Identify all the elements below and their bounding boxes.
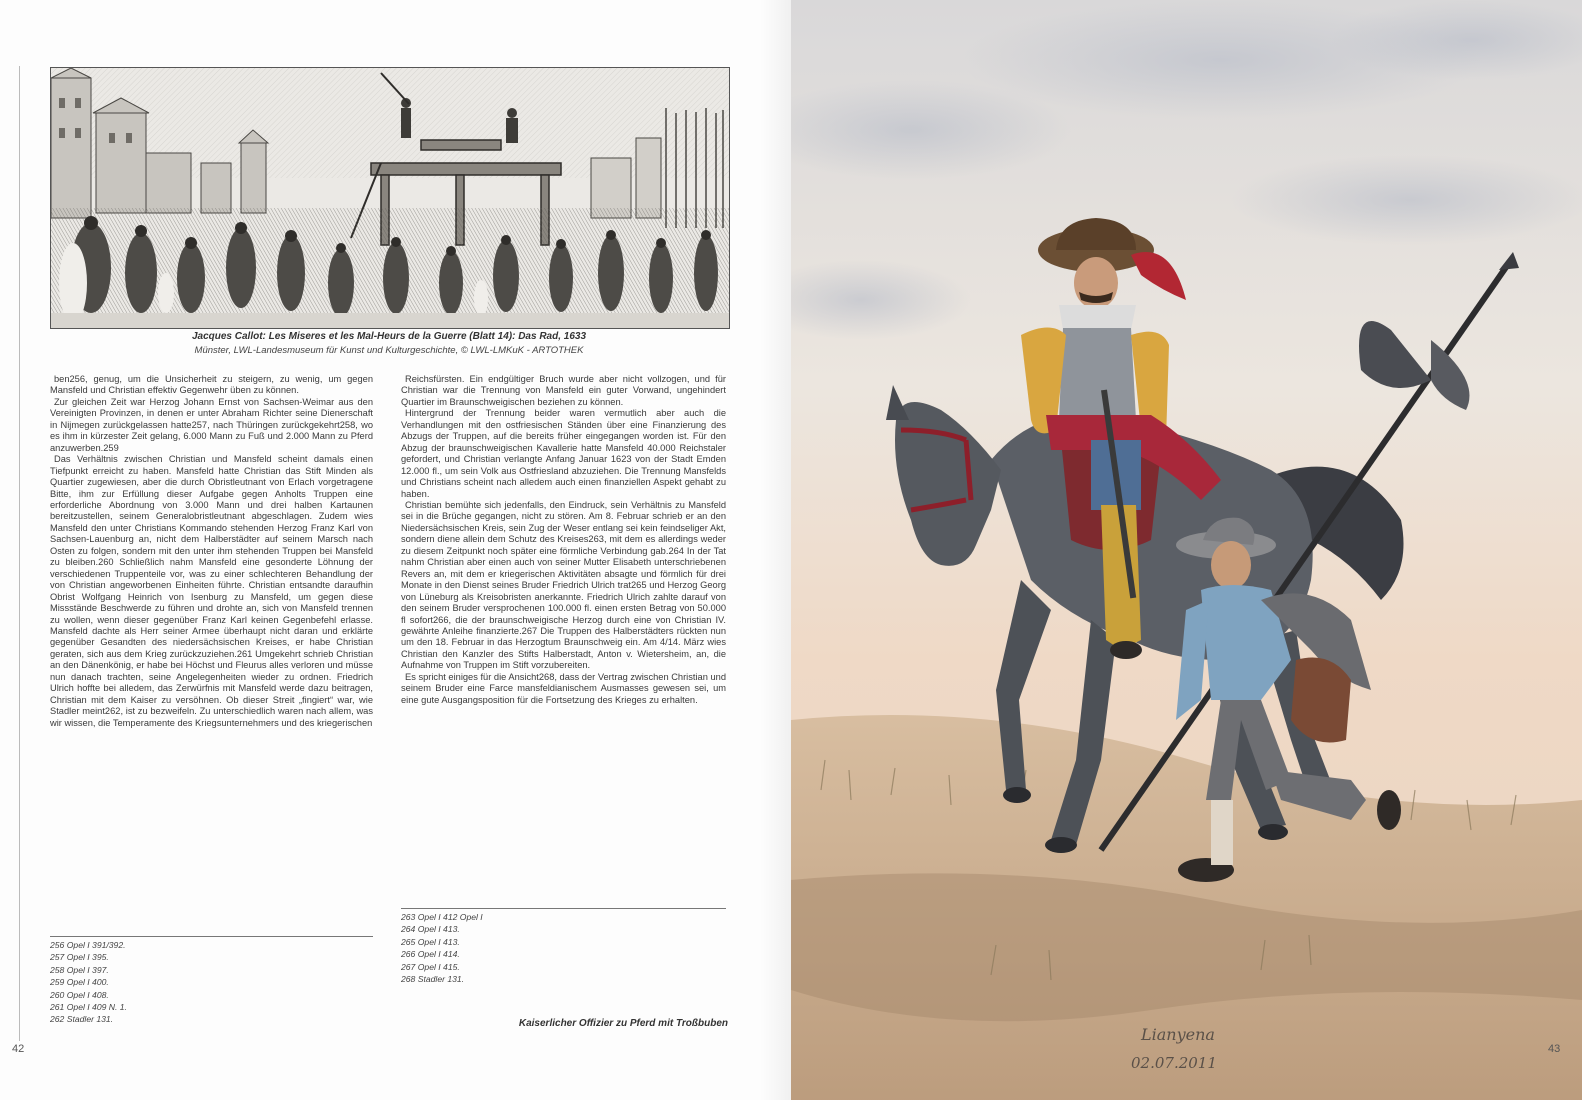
footnote-divider bbox=[401, 908, 726, 909]
footnote: 263 Opel I 412 Opel I bbox=[401, 912, 483, 922]
footnote: 267 Opel I 415. bbox=[401, 961, 460, 972]
paragraph: ben256, genug, um die Unsicherheit zu steigern, zu wenig, um gegen Mansfeld und Christian effektiv Gegenwehr üben zu können. bbox=[50, 374, 373, 396]
footnote: 262 Stadler 131. bbox=[50, 1014, 114, 1025]
page-number-right: 43 bbox=[1548, 1043, 1561, 1055]
page-number-left: 42 bbox=[12, 1043, 25, 1055]
margin-rule bbox=[19, 66, 20, 1041]
footnote: 256 Opel I 391/392. bbox=[50, 940, 126, 950]
paragraph: Das Verhältnis zwischen Christian und Mansfeld scheint damals einen Tiefpunkt erreicht zu haben. Mansfeld hatte Christian das Stift Minden als Quartier zugewiesen, aber die durch Obristleutnant von Erlach vorgetragene Bitte, ihm zur Erfüllung dieser Aufgabe gegen Anholts Truppen eine erforderliche Abordnung von 3.000 Mann und drei halben Kartaunen bereitzustellen, seinem Generalobristleutnant abgeschlagen. Zudem wies Mansfeld den unter Christians Kommando stehenden Herzog Franz Karl von Sachsen-Lauenburg an, nicht dem Halberstädter auf seinem Marsch nach Osten zu folgen, sondern mit den unter ihm stehenden Truppen bei Mansfeld zu bleiben.260 Schließlich nahm Mansfeld eine gesonderte Löhnung der verschiedenen Truppenteile vor, was zu einer schlechteren Behandlung der von Christian angeworbenen Einheiten führte. Christian entsandte daraufhin Obrist Wolfgang Heinrich von Isenburg zu Mansfeld, um gegen diese Missstände Beschwerde zu führen und drohte an, sich von Mansfeld trennen zu wollen, wenn dieser gegenüber Franz Karl keinen Gegenbefehl erlasse. Mansfeld dachte als Herr seiner Armee überhaupt nicht daran und erklärte gegenüber Gesandten des niedersächsischen Kreises, er habe Christian geraten, sich aus dem Krieg zurückzuziehen.261 Umgekehrt schrieb Christian an den Dänenkönig, er habe bei Höchst und Fleurus alles verloren und müsse nun danach trachten, seine Angelegenheiten wieder zu ordnen. Friedrich Ulrich hoffte bei alledem, das Zerwürfnis mit Mansfeld werde dazu beitragen, Christian mit dem Kaiser zu versöhnen. Ob dieser Streit „fingiert“ war, wie Stadler meint262, ist zu bezweifeln. Zu unterschiedlich waren nach allem, was wir wissen, die Temperamente des Kriegsunternehmers und des kriegerischen bbox=[50, 454, 373, 728]
paragraph: Christian bemühte sich jedenfalls, den Eindruck, sein Verhältnis zu Mansfeld sei in die Brüche gegangen, nicht zu stören. Am 8. Februar schrieb er an den Niedersächsischen Kreis, sein Zug der Weser entlang sei kein feindseliger Akt, sondern diene allein dem Schutz des Kreises263, mit dem es allerdings weder zu diesem Zeitpunkt noch später eine förmliche Verbindung gab.264 In der Tat nahm Christian aber einen auch von seiner Mutter Elisabeth unterschriebenen Revers an, mit dem er kriegerischen Aktivitäten absagte und förmlich für drei Monate in den Dienst seines Bruder Friedrich Ulrich trat265 und Herzog Georg von Lüneburg als Kreisobristen anerkannte. Friedrich Ulrich zahlte darauf von den seinem Bruder versprochenen 100.000 fl. einen ersten Betrag von 50.000 fl sofort266, die der braunschweigische Herzog durch eine von Christian IV. gewährte Anleihe finanzierte.267 Die Truppen des Halberstädters rückten nun um den 18. Februar in das Herzogtum Braunschweig ein. Am 4/14. März wies Christian den Kanzler des Stifts Halberstadt, Anton v. Wietersheim, an, die Aufnahme von Truppen im Stift vorzubereiten. bbox=[401, 499, 726, 671]
footnotes-left bbox=[50, 939, 373, 1026]
footnote: 268 Stadler 131. bbox=[401, 974, 465, 985]
text-column-left bbox=[50, 374, 373, 934]
footnote: 261 Opel I 409 N. 1. bbox=[50, 1002, 127, 1013]
footnotes-right bbox=[401, 911, 726, 985]
paragraph: Hintergrund der Trennung beider waren vermutlich aber auch die Verhandlungen mit den ostfriesischen Ständen über eine Finanzierung des Abzugs der Truppen, auf die bereits früher eingegangen worden ist. Für den Abzug der braunschweigischen Kavallerie hatte Mansfeld 40.000 Reichstaler gefordert, und Christian verlangte Anfang Januar 1623 von der Stadt Emden 12.000 fl., um sein Volk aus Ostfriesland abzuziehen. Die Trennung Mansfelds und Christians scheint nach alledem auch einen finanziellen Aspekt gehabt zu haben. bbox=[401, 408, 726, 499]
signature-name: Lianyena bbox=[1141, 1025, 1215, 1044]
illustration-caption: Kaiserlicher Offizier zu Pferd mit Troßbuben bbox=[518, 1018, 728, 1029]
paragraph: Reichsfürsten. Ein endgültiger Bruch wurde aber nicht vollzogen, und für Christian war die Trennung von Mansfeld ein guter Vorwand, ungehindert Quartier im Braunschweigischen beziehen zu können. bbox=[401, 374, 726, 407]
footnote: 265 Opel I 413. bbox=[401, 936, 460, 947]
paragraph: Zur gleichen Zeit war Herzog Johann Ernst von Sachsen-Weimar aus den Vereinigten Provinzen, in denen er unter Abraham Richter seine Dienerschaft in Nijmegen zurückgelassen hatte257, nach Thüringen zurückgekehrt258, wo es ihm in kürzester Zeit gelang, 6.000 Mann zu Fuß und 2.000 Mann zu Pferd anzuwerben.259 bbox=[50, 396, 373, 453]
callot-engraving bbox=[50, 67, 730, 329]
footnote: 260 Opel I 408. bbox=[50, 989, 109, 1000]
paragraph: Es spricht einiges für die Ansicht268, dass der Vertrag zwischen Christian und seinem Bruder eine Farce mansfeldianischem Ausmasses gewesen sei, um eine gute Ausgangsposition für die Fortsetzung des Krieges zu erhalten. bbox=[401, 671, 726, 705]
text-column-right bbox=[401, 374, 726, 894]
officer-and-boy-painting bbox=[791, 0, 1582, 1100]
footnote: 258 Opel I 397. bbox=[50, 964, 109, 975]
engraving-picture bbox=[51, 68, 729, 328]
footnote: 257 Opel I 395. bbox=[50, 952, 109, 963]
footnote: 266 Opel I 414. bbox=[401, 949, 460, 960]
engraving-caption-credit: Münster, LWL-Landesmuseum für Kunst und Kulturgeschichte, © LWL-LMKuK - ARTOTHEK bbox=[194, 345, 584, 356]
signature-date: 02.07.2011 bbox=[1131, 1054, 1217, 1072]
footnote-divider bbox=[50, 936, 373, 937]
right-page-watercolor bbox=[791, 0, 1582, 1100]
engraving-caption-title: Jacques Callot: Les Miseres et les Mal-Heurs de la Guerre (Blatt 14): Das Rad, 1633 bbox=[191, 331, 587, 342]
footnote: 259 Opel I 400. bbox=[50, 977, 109, 988]
footnote: 264 Opel I 413. bbox=[401, 924, 460, 935]
gutter-shadow bbox=[760, 0, 791, 1100]
